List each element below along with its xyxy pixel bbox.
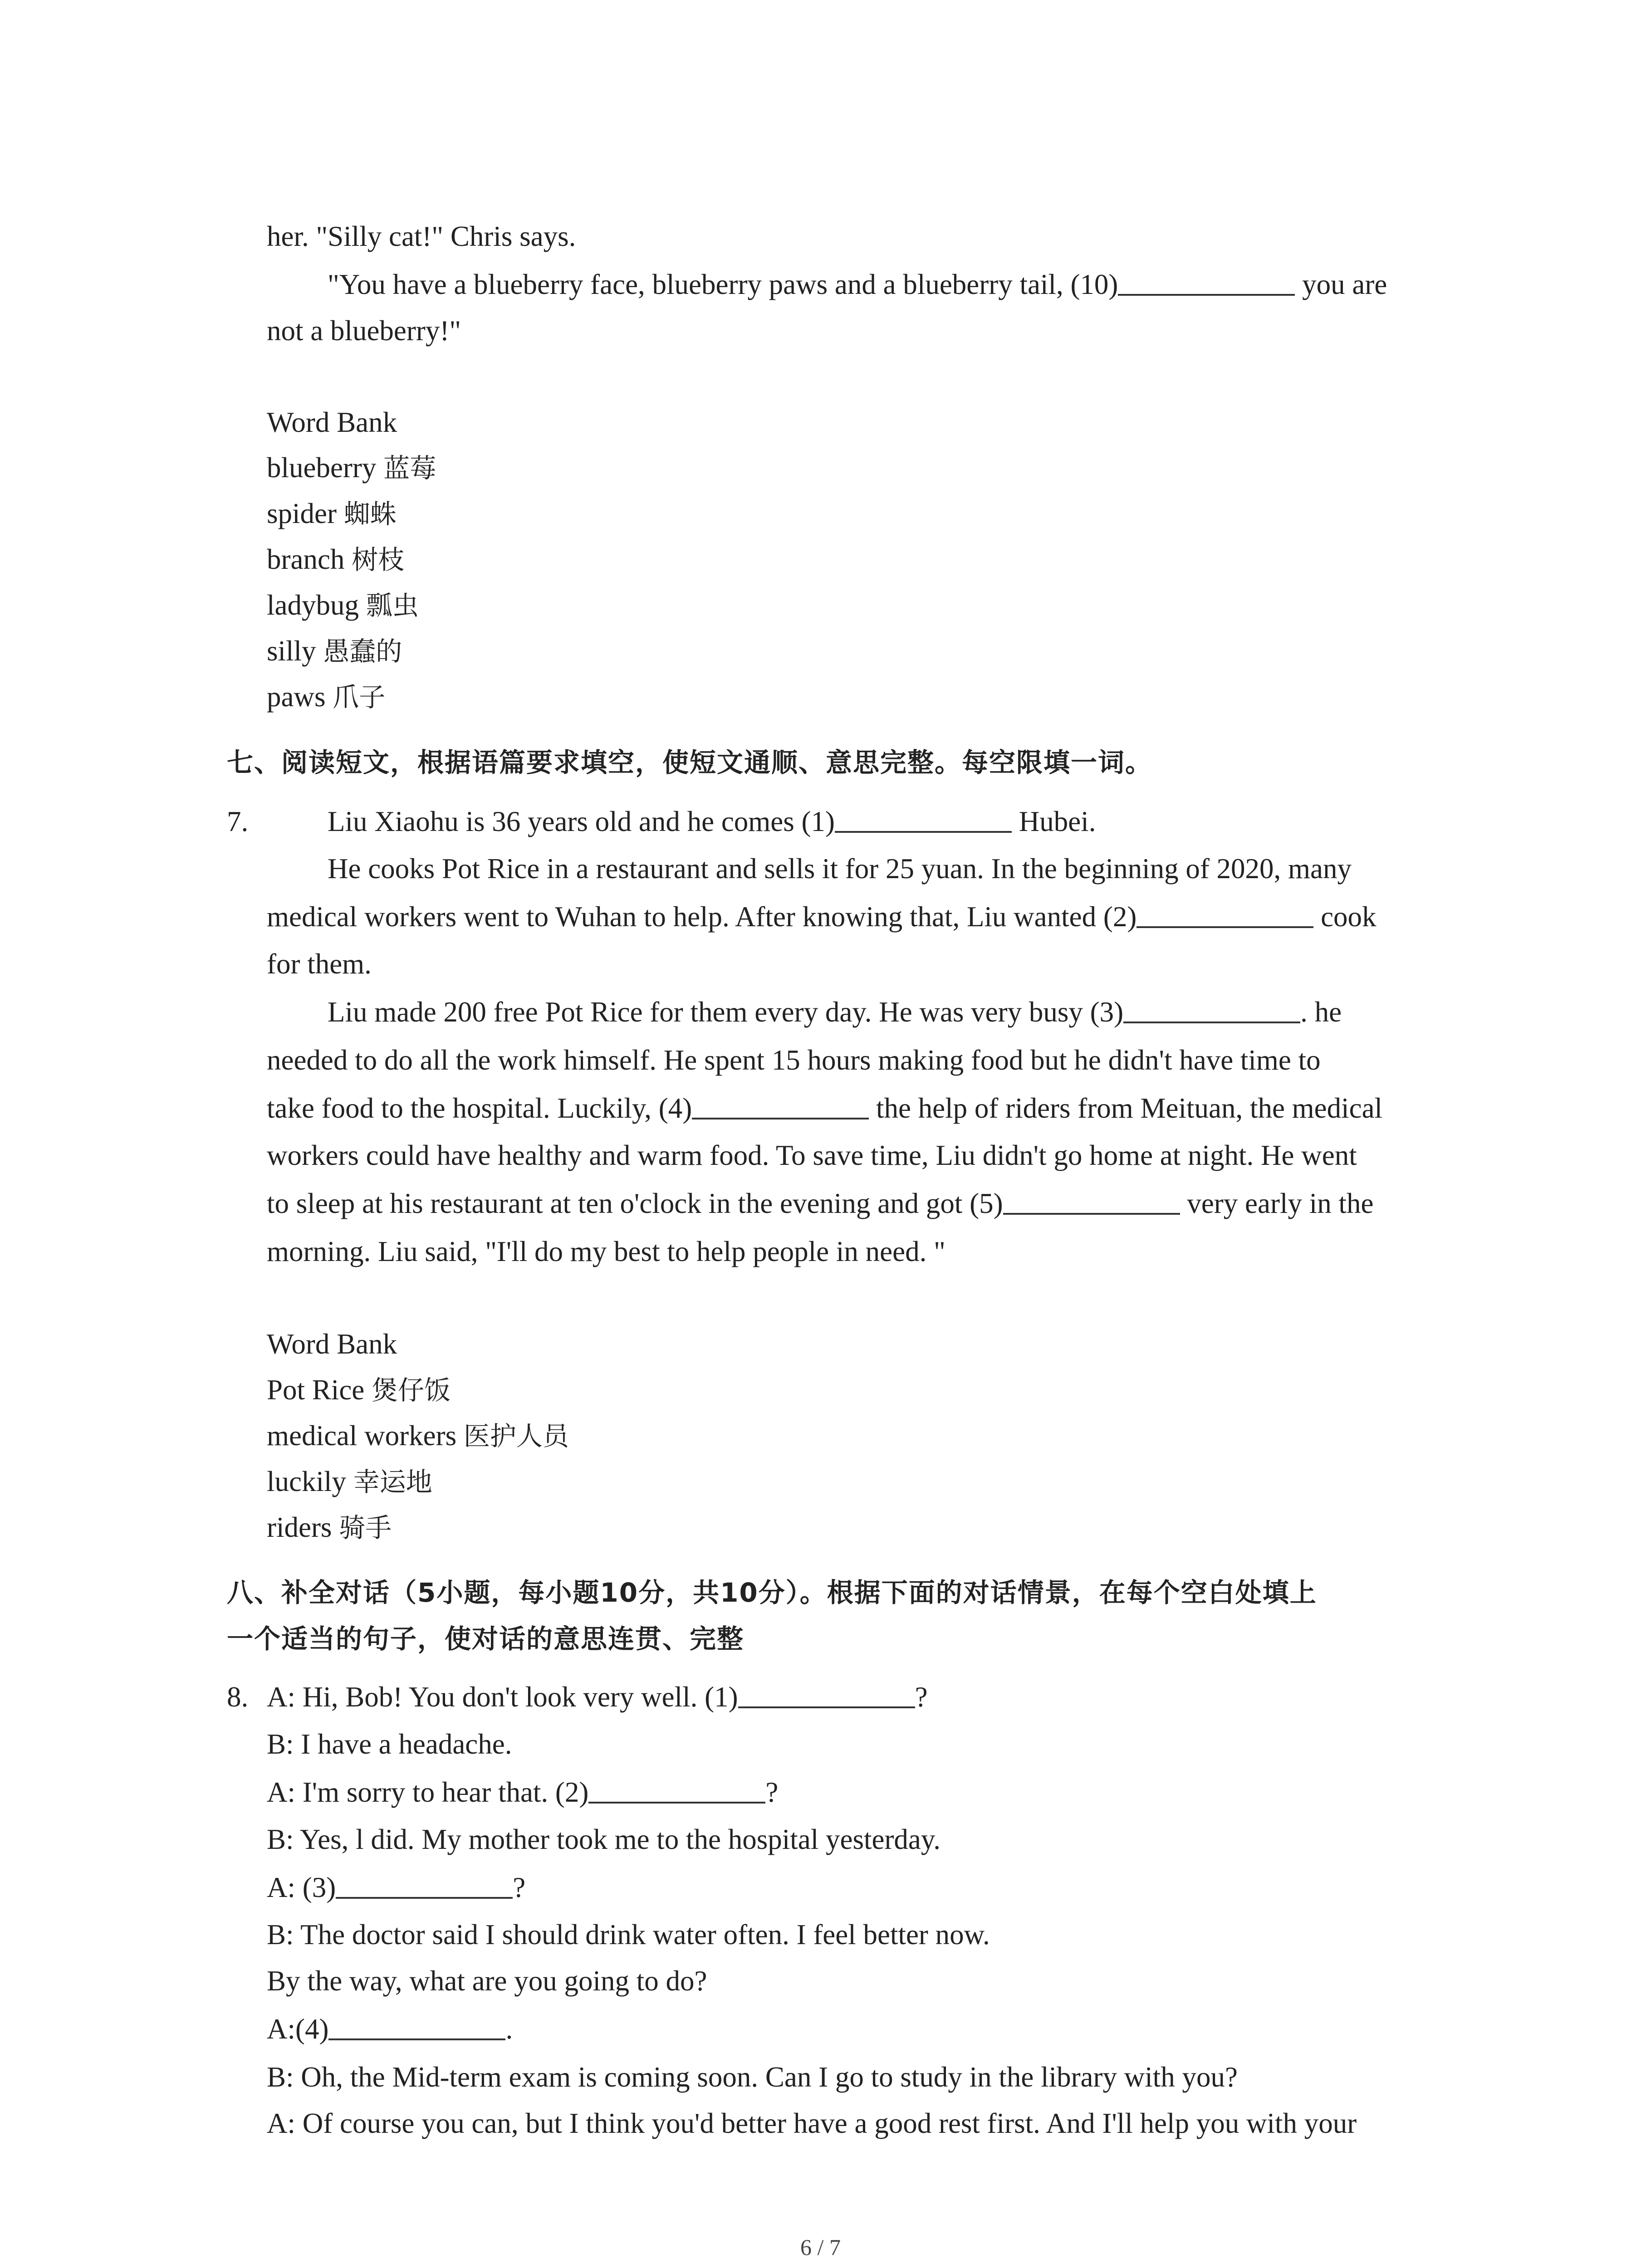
dialogue-line: A:(4) . (267, 2013, 513, 2045)
passage-line: her. "Silly cat!" Chris says. (267, 220, 576, 252)
word-bank-entry: silly 愚蠢的 (267, 635, 402, 667)
word-bank-entry: luckily 幸运地 (267, 1466, 432, 1497)
word-bank-entry: riders 骑手 (267, 1511, 392, 1543)
answer-blank-2[interactable] (1136, 903, 1313, 928)
word-bank-entry: branch 树枝 (267, 543, 405, 575)
word-bank-title: Word Bank (267, 1328, 397, 1360)
answer-blank-d3[interactable] (336, 1873, 513, 1899)
passage-line: He cooks Pot Rice in a restaurant and sells it for 25 yuan. In the beginning of 2020, many (328, 853, 1352, 885)
word-bank-entry: paws 爪子 (267, 681, 386, 713)
dialogue-line: B: Yes, l did. My mother took me to the hospital yesterday. (267, 1823, 941, 1855)
answer-blank-d1[interactable] (738, 1683, 915, 1708)
passage-line: medical workers went to Wuhan to help. After knowing that, Liu wanted (2) cook (267, 901, 1376, 933)
answer-blank-5[interactable] (1003, 1189, 1180, 1215)
word-bank-title: Word Bank (267, 406, 397, 438)
passage-text: "You have a blueberry face, blueberry paws and a blueberry tail, (10) (328, 269, 1118, 300)
passage-line (328, 270, 1387, 299)
dialogue-line: By the way, what are you going to do? (267, 1965, 707, 1997)
section-heading: 七、阅读短文，根据语篇要求填空，使短文通顺、意思完整。每空限填一词。 (227, 747, 1153, 778)
passage-line: needed to do all the work himself. He spent 15 hours making food but he didn't have time to (267, 1044, 1321, 1076)
answer-blank-3[interactable] (1123, 998, 1300, 1023)
passage-line: Liu made 200 free Pot Rice for them every day. He was very busy (3) . he (328, 996, 1342, 1028)
passage-line: workers could have healthy and warm food. To save time, Liu didn't go home at night. He went (267, 1139, 1357, 1171)
dialogue-line: B: Oh, the Mid-term exam is coming soon. Can I go to study in the library with you? (267, 2061, 1238, 2093)
dialogue-line: A: (3) ? (267, 1872, 526, 1903)
word-bank-entry: ladybug 瓢虫 (267, 589, 419, 621)
passage-line: Liu Xiaohu is 36 years old and he comes (1) Hubei. (328, 806, 1096, 837)
answer-blank-d4[interactable] (328, 2015, 505, 2040)
answer-blank-10[interactable] (1118, 270, 1295, 296)
word-bank-entry: Pot Rice 煲仔饭 (267, 1374, 451, 1406)
dialogue-line: B: I have a headache. (267, 1728, 512, 1760)
dialogue-line: A: Of course you can, but I think you'd better have a good rest first. And I'll help you with your (267, 2107, 1357, 2139)
passage-line: for them. (267, 948, 372, 980)
section-heading: 一个适当的句子，使对话的意思连贯、完整 (227, 1623, 745, 1654)
answer-blank-d2[interactable] (588, 1778, 765, 1804)
section-heading: 八、补全对话（5小题，每小题10分，共10分）。根据下面的对话情景，在每个空白处填上 (227, 1577, 1317, 1608)
passage-line: morning. Liu said, "I'll do my best to help people in need. " (267, 1236, 945, 1267)
passage-text: you are (1295, 269, 1387, 300)
answer-blank-4[interactable] (692, 1094, 869, 1119)
question-number: 8. (227, 1681, 249, 1713)
dialogue-line: A: I'm sorry to hear that. (2) ? (267, 1776, 779, 1808)
page-number: 6 / 7 (800, 2234, 841, 2260)
dialogue-line: A: Hi, Bob! You don't look very well. (1) ? (267, 1681, 928, 1713)
word-bank-entry: spider 蜘蛛 (267, 498, 397, 529)
passage-line: to sleep at his restaurant at ten o'clock in the evening and got (5) very early in the (267, 1188, 1374, 1219)
answer-blank-1[interactable] (835, 807, 1012, 833)
passage-line: not a blueberry!" (267, 315, 461, 347)
question-number: 7. (227, 806, 249, 837)
word-bank-entry: medical workers 医护人员 (267, 1420, 569, 1452)
word-bank-entry: blueberry 蓝莓 (267, 452, 436, 484)
passage-line: take food to the hospital. Luckily, (4) the help of riders from Meituan, the medical (267, 1092, 1383, 1124)
dialogue-line: B: The doctor said I should drink water often. I feel better now. (267, 1919, 990, 1950)
